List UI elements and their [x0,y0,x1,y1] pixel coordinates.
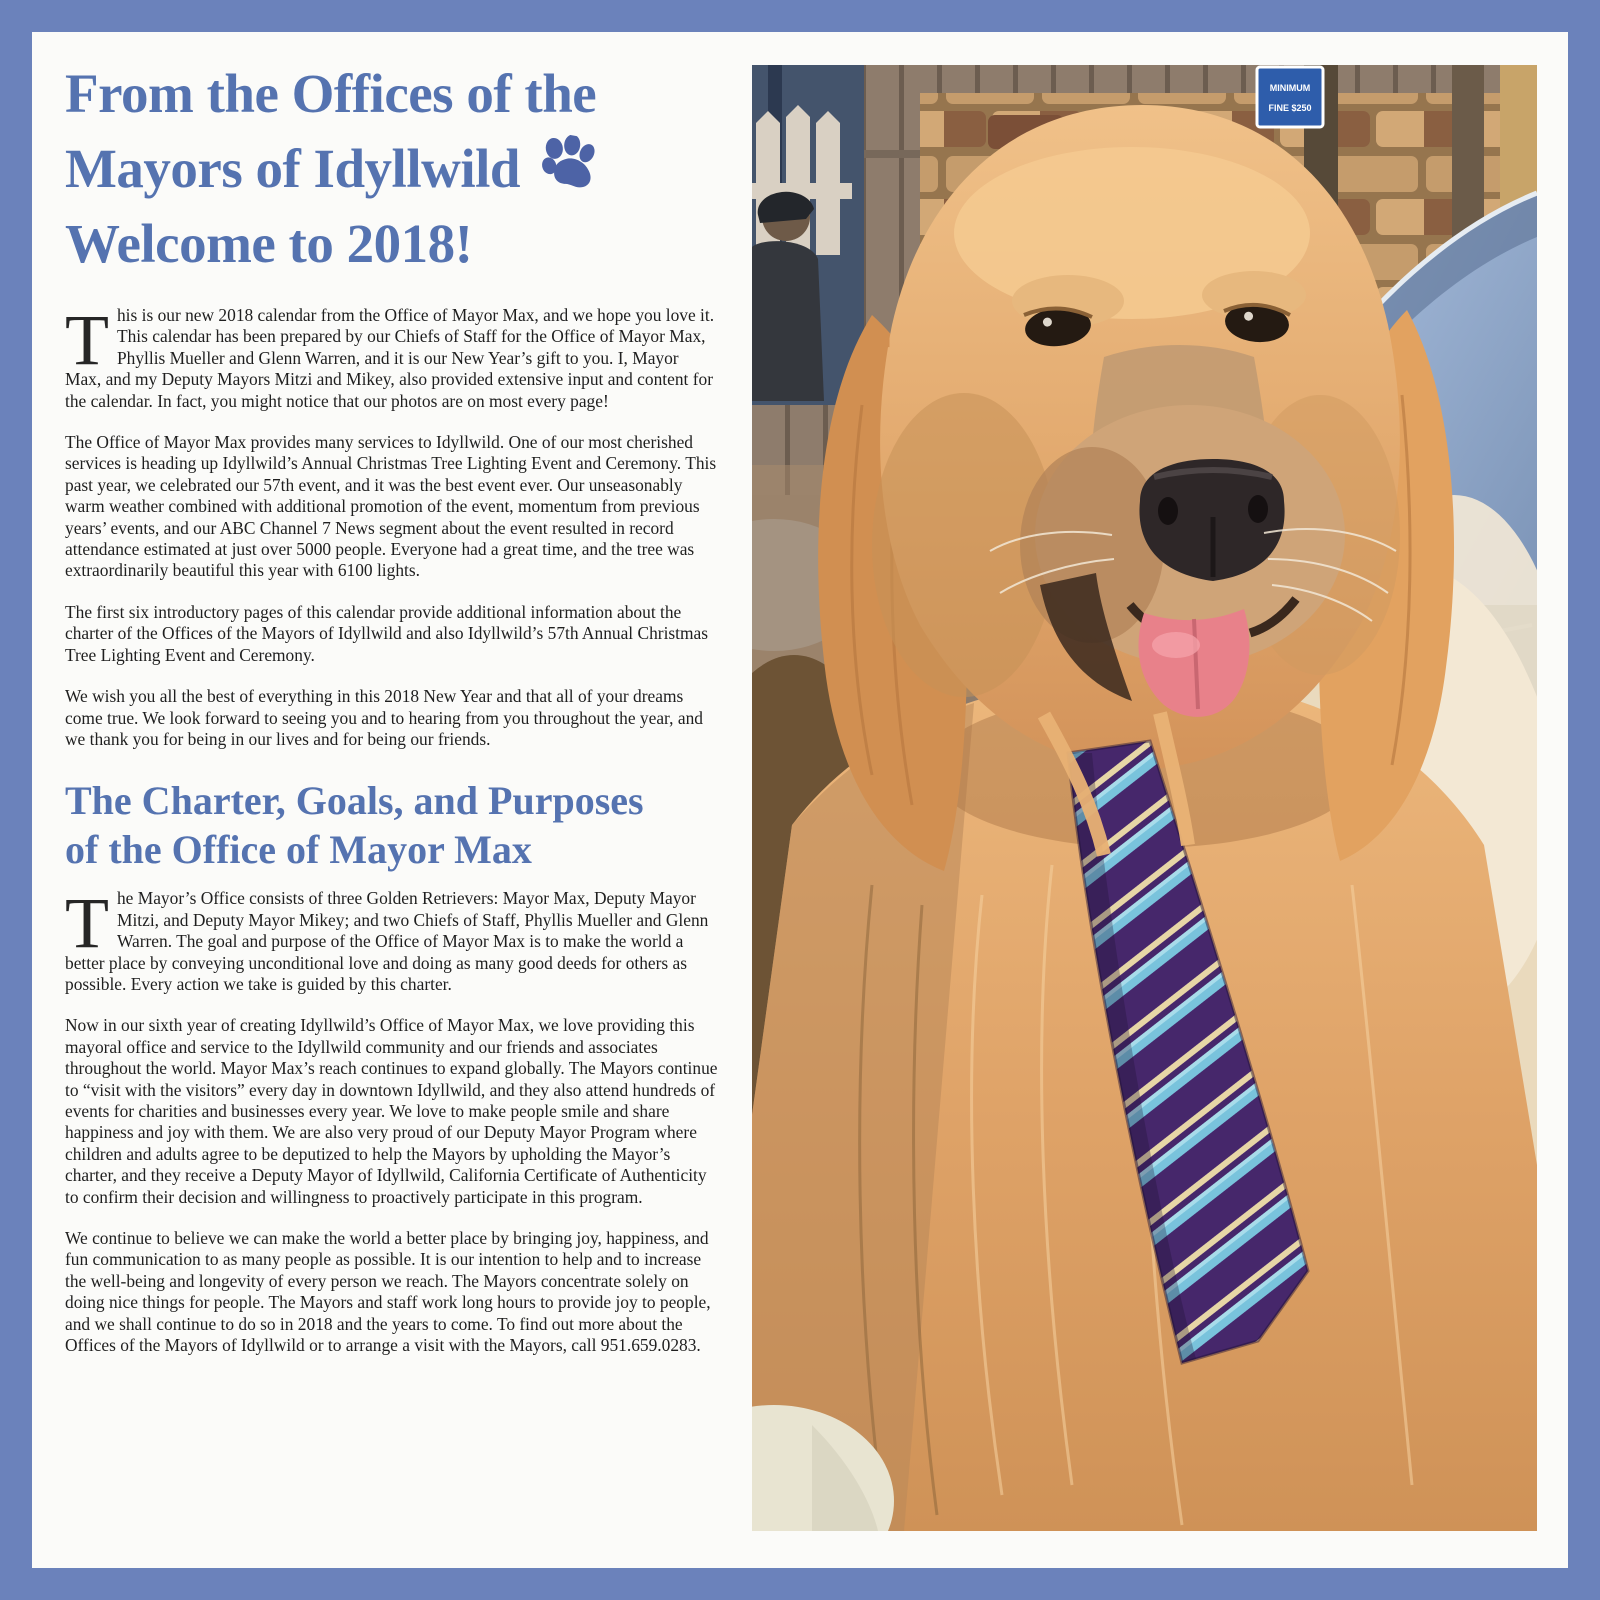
mayor-max-photo [752,65,1537,1531]
section-heading-line-2: of the Office of Mayor Max [65,827,532,873]
page-title-line-1 [65,56,719,131]
section-heading [65,776,719,874]
drop-cap: T [65,300,109,380]
paragraph: The Office of Mayor Max provides many services to Idyllwild. One of our most cherished services is heading up Idyllwild’s Annual Christmas Tree Lighting Event and Ceremony. This past year, we celebrated our 57th event, and it was the best event ever. Our unseasonably warm weather combined with additional promotion of the event, momentum from previous years’ events, and our ABC Channel 7 News segment about the event resulted in record attendance estimated at just over 5000 people. Everyone had a great time, and the tree was extraordinarily beautiful this year with 6100 lights. [65,432,717,581]
page-title-text-3: Welcome to 2018! [65,213,473,274]
page-title-line-2 [65,131,719,206]
calendar-page [32,32,1568,1568]
page-title-text-2: Mayors of Idyllwild [65,138,520,199]
section-heading-line-1: The Charter, Goals, and Purposes [65,778,644,824]
paragraph [65,883,719,995]
page-title-line-3 [65,206,719,281]
page-title-text-1: From the Offices of the [65,63,597,124]
paragraph: We continue to believe we can make the world a better place by bringing joy, happiness, and fun communication to as many people as possible. It is our intention to help and to increase the well-being and longevity of every person we reach. The Mayors concentrate solely on doing nice things for people. The Mayors and staff work long hours to provide joy to people, and we shall continue to do so in 2018 and the years to come. To find out more about the Offices of the Mayors of Idyllwild or to arrange a visit with the Mayors, call 951.659.0283. [65,1228,711,1356]
article-column [65,48,719,1376]
street-sign [1257,67,1323,127]
drop-cap: T [65,883,109,964]
paw-print-icon [534,130,603,196]
paragraph-text: his is our new 2018 calendar from the Office of Mayor Max, and we hope you love it. This calendar has been prepared by our Chiefs of Staff for the Office of Mayor Max, Phyllis Mueller and Glenn Warren, and it is our New Year’s gift to you. I, Mayor Max, and my Deputy Mayors Mitzi and Mikey, also provided extensive input and content for the calendar. In fact, you might notice that our photos are on most every page! [65,305,715,411]
sign-text-line-2: FINE $250 [1268,103,1312,113]
paragraph: We wish you all the best of everything in this 2018 New Year and that all of your dreams come true. We look forward to seeing you and to hearing from you throughout the year, and we thank you for being in our lives and for being our friends. [65,686,703,749]
paragraph: The first six introductory pages of this calendar provide additional information about the charter of the Offices of the Mayors of Idyllwild and also Idyllwild’s 57th Annual Christmas Tree Lighting Event and Ceremony. [65,601,709,665]
paragraph [65,300,719,412]
page-title [65,56,719,281]
paragraph-text: he Mayor’s Office consists of three Golden Retrievers: Mayor Max, Deputy Mayor Mitzi, and Deputy Mayor Mikey; and two Chiefs of Staff, Phyllis Mueller and Glenn Warren. The goal and purpose of the Office of Mayor Max is to make the world a better place by conveying unconditional love and doing as many good deeds for others as possible. Every action we take is guided by this charter. [65,888,709,994]
sign-text-line-1: MINIMUM [1269,83,1311,93]
paragraph: Now in our sixth year of creating Idyllwild’s Office of Mayor Max, we love providing this mayoral office and service to the Idyllwild community and our friends and associates throughout the world. Mayor Max’s reach continues to expand globally. The Mayors continue to “visit with the visitors” every day in downtown Idyllwild, and they also attend hundreds of events for charities and businesses every year. We love to make people smile and share happiness and joy with them. We are also very proud of our Deputy Mayor Program where children and adults agree to be deputized to help the Mayors by upholding the Mayor’s charter, and they receive a Deputy Mayor of Idyllwild, California Certificate of Authenticity to confirm their decision and willingness to proactively participate in this program. [65,1015,718,1207]
